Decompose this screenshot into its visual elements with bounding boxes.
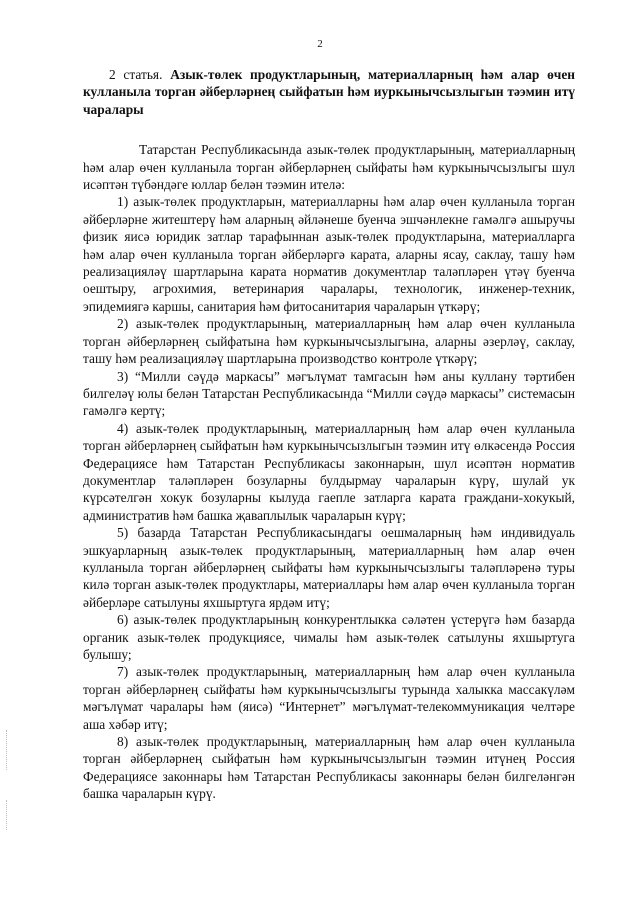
scan-margin-mark [6, 800, 9, 830]
article-item: 5) базарда Татарстан Республикасындагы оешмаларның һәм индивидуаль эшкуарларның азык-төлек продуктларының, материалларның һәм алар өчен кулланыла торган әйберләрнең сыйфаты һәм куркынычсызлыгы таләпләренә туры килә торган азык-төлек продуктлары, материаллары һәм алар өчен кулланыла торган әйберләре сатылуны яхшыртуга ярдәм итү; [83, 525, 575, 610]
article-item: 7) азык-төлек продуктларының, материалларның һәм алар өчен кулланыла торган әйберләрнең сыйфаты һәм куркынычсызлыгы турында халыкка массакүләм мәгълүмат чаралары һәм (яисә) “Интернет” мәгълүмат-телекоммуникация челтәре аша хәбәр итү; [83, 664, 575, 732]
article-item: 6) азык-төлек продуктларының конкурентлыкка сәләтен үстерүгә һәм базарда органик азык-төлек продукциясе, чималы һәм азык-төлек сатылуны яхшыртуга булышу; [83, 612, 575, 662]
article-title: Азык-төлек продуктларының, материалларның һәм алар өчен кулланыла торган әйберләрнең сыйфатын һәм иуркынычсызлыгын тәэмин итү чаралары [83, 67, 575, 117]
article-number: 2 статья. [109, 67, 163, 82]
article-item: 2) азык-төлек продуктларының, материалларның һәм алар өчен кулланыла торган әйберләрнең сыйфатына һәм куркынычсызлыгына, аларны әзерләү, саклау, ташу һәм реализацияләү шартларына производство контроле үткәрү; [83, 316, 575, 367]
article-item: 3) “Милли сәүдә маркасы” мәгълүмат тамгасын һәм аны куллану тәртибен билгеләү юлы белән Татарстан Республикасында “Милли сәүдә маркасы” системасын гамәлгә кертү; [83, 368, 575, 419]
article-body [83, 66, 575, 803]
article-item: 4) азык-төлек продуктларының, материалларның һәм алар өчен кулланыла торган әйберләрнең сыйфатын һәм куркынычсызлыгын тәэмин итү өлкәсендә Россия Федерациясе һәм Татарстан Республикасы законнарын, шул исәптән норматив документлар таләпләрен бозуларны булдырмау чараларын күрү, шулай ук күрсәтелгән хокук бозуларны кылуда гаепле затларга карата граждани-хокукый, административ һәм башка җаваплылык чараларын күрү; [83, 420, 575, 523]
article-intro: Татарстан Республикасында азык-төлек продуктларының, материалларның һәм алар өчен кулланыла торган әйберләрнең сыйфаты һәм куркынычсызлыгы шул исәптән түбәндәге юллар белән тәэмин ителә: [83, 142, 575, 193]
article-heading [83, 66, 575, 118]
scan-margin-mark [6, 730, 9, 770]
article-item: 1) азык-төлек продуктларын, материалларны һәм алар өчен кулланыла торган әйберләрне житештерү һәм аларның әйләнеше буенча эшчәнлекне гамәлгә ашыручы физик яисә юридик затлар тарафыннан азык-төлек продуктларына, материалларга һәм алар өчен кулланыла торган әйберләргә карата, аларны ясау, саклау, ташу һәм реализацияләү шартларына карата норматив документлар таләпләрен үтәү буенча оештыру, агрохимия, ветеринария чаралары, технологик, инженер-техник, эпидемиягә каршы, санитария һәм фитосанитария чараларын үткәрү; [83, 194, 575, 314]
page-number: 2 [317, 38, 323, 50]
article-item: 8) азык-төлек продуктларының, материалларның һәм алар өчен кулланыла торган әйберләрнең сыйфатын һәм куркынычсызлыгын тәэмин итүнең Россия Федерациясе законнары һәм Татарстан Республикасы законнары белән билгеләнгән башка чараларын күрү. [83, 734, 575, 802]
